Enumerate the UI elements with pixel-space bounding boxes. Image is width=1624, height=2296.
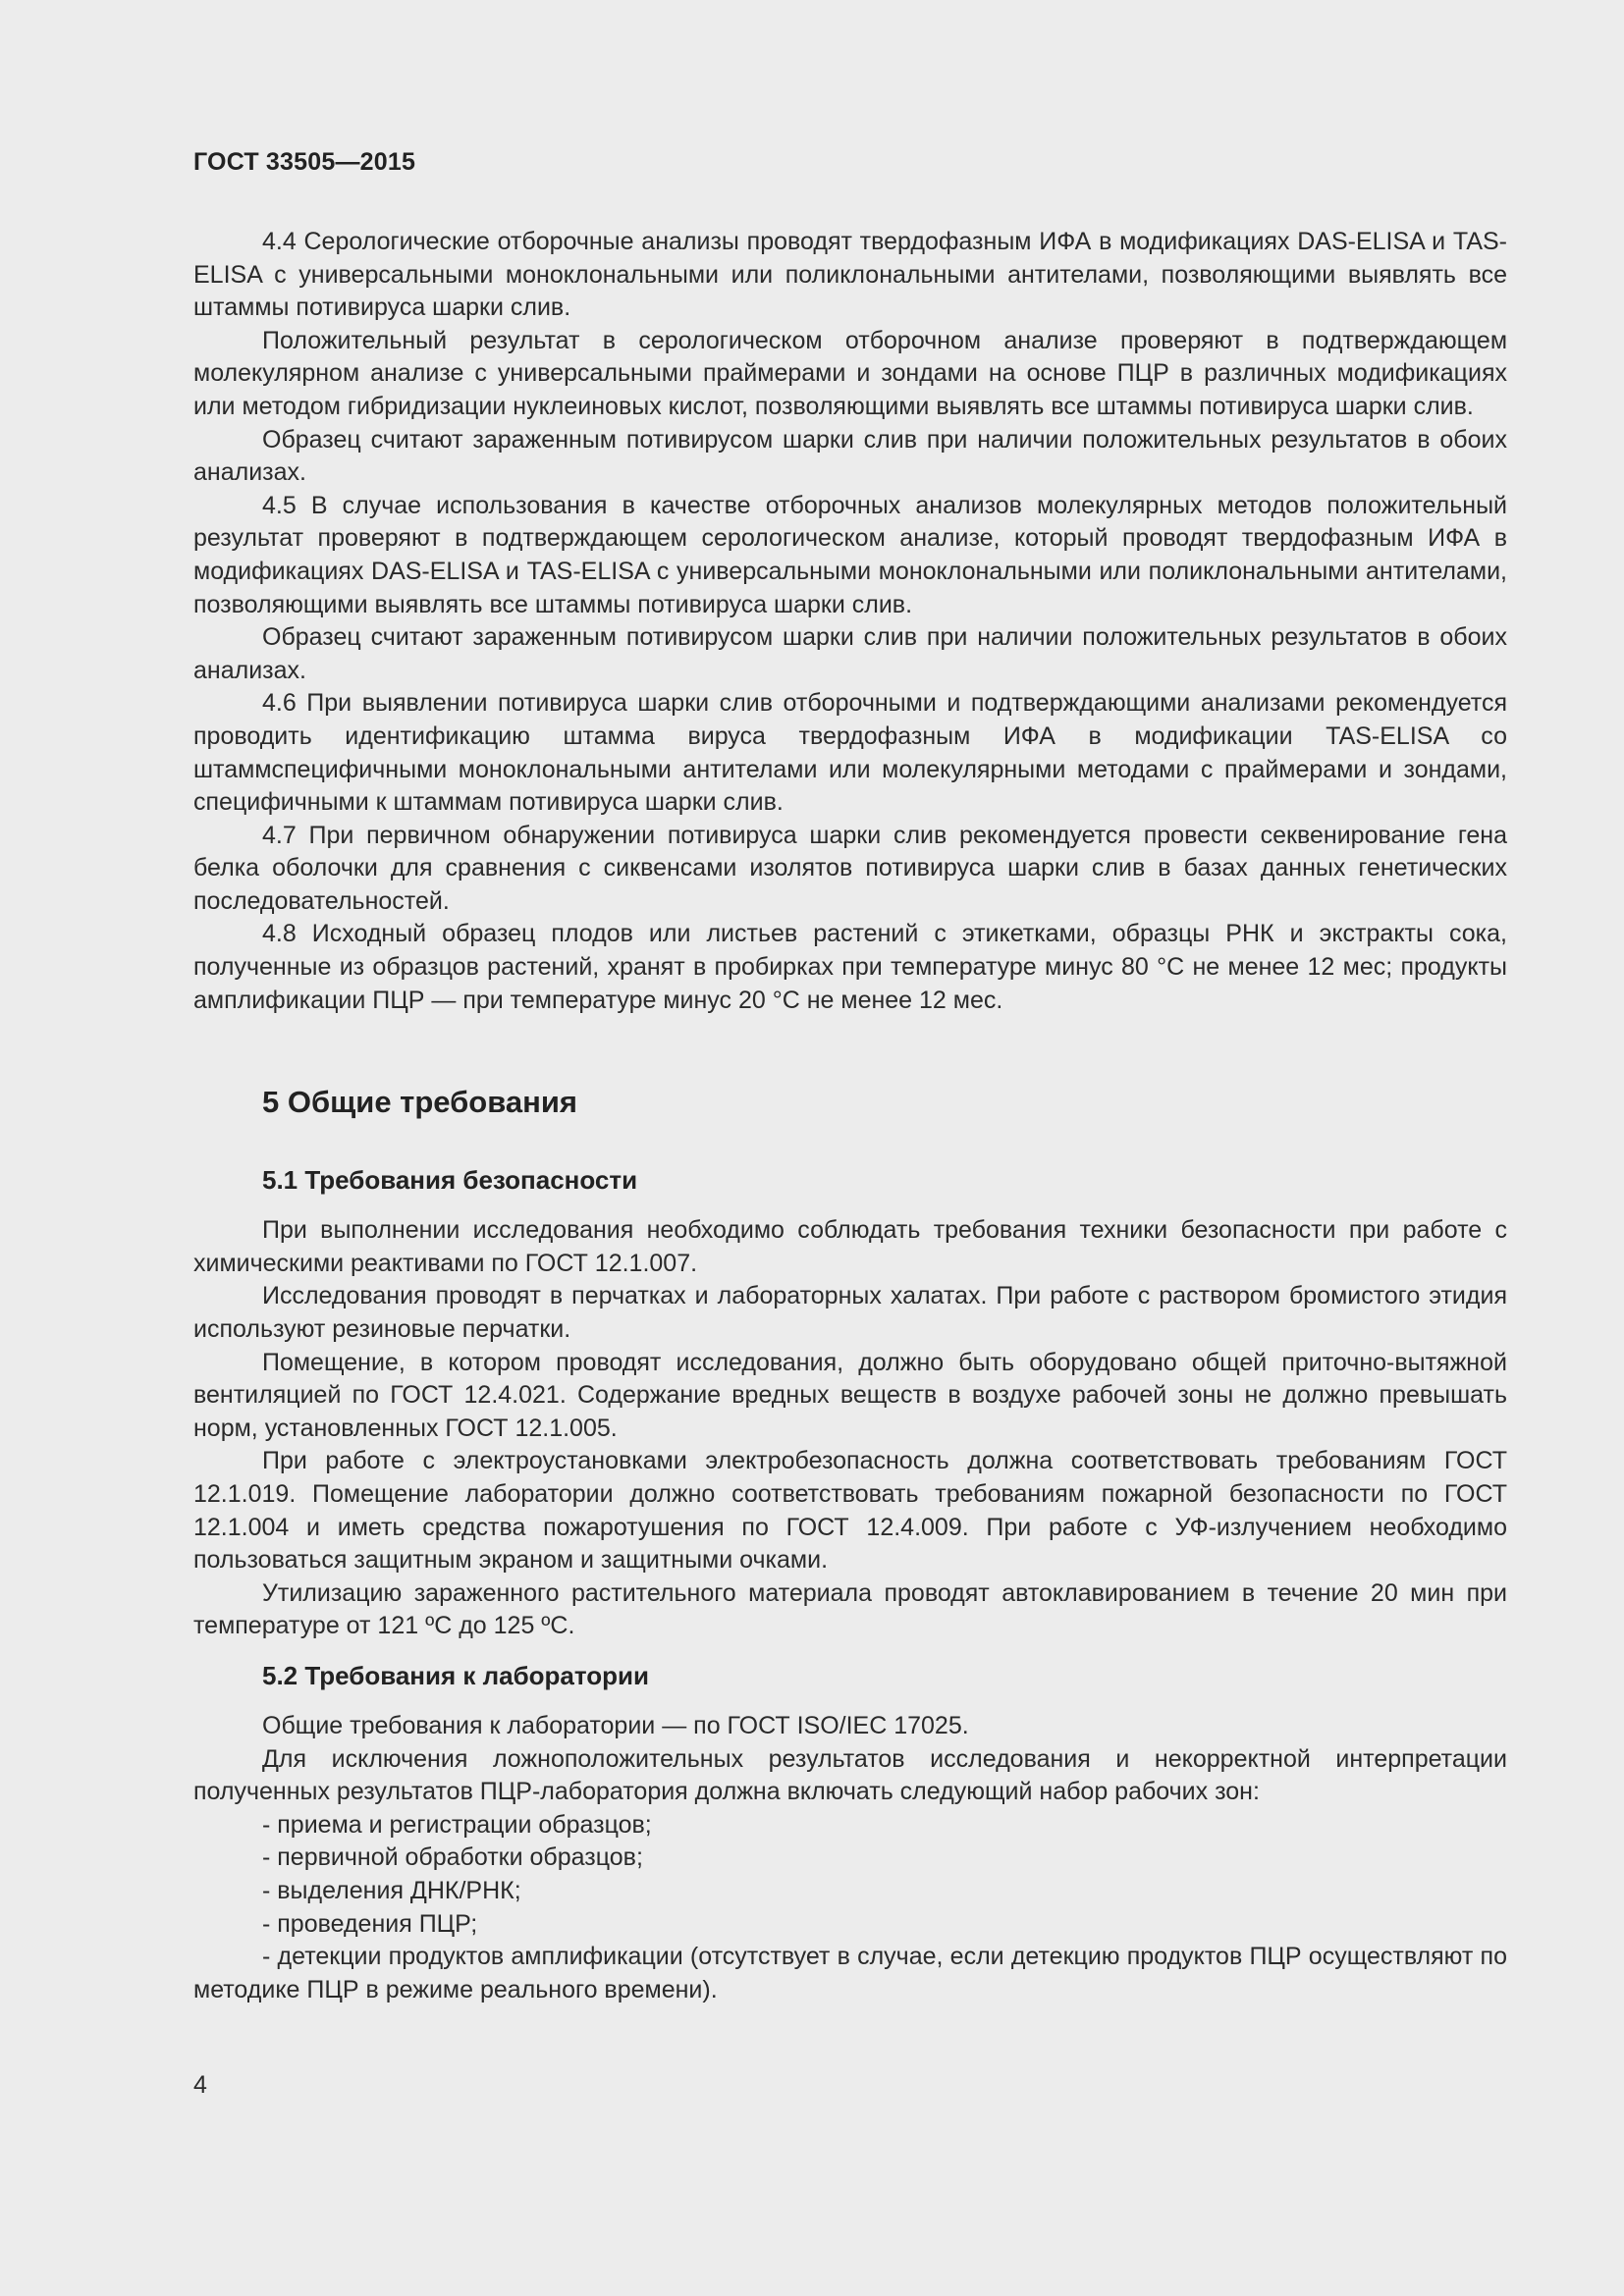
document-body [193,226,1507,2006]
paragraph-4-6: 4.6 При выявлении потивируса шарки слив отборочными и подтверждающими анализами рекомендуется проводить идентификацию штамма вируса твердофазным ИФА в модификации TAS-ELISA со штаммспецифичными моноклональными антителами или молекулярными методами с праймерами и зондами, специфичными к штаммам потивируса шарки слив. [193,689,1507,817]
paragraph-5-1-b: Исследования проводят в перчатках и лабораторных халатах. При работе с раствором бромистого этидия используют резиновые перчатки. [193,1282,1507,1344]
list-item: - приема и регистрации образцов; [262,1810,652,1839]
paragraph-5-2-b: Для исключения ложноположительных результатов исследования и некорректной интерпретации полученных результатов ПЦР-лаборатория должна включать следующий набор рабочих зон: [193,1744,1507,1806]
paragraph-5-1-a: При выполнении исследования необходимо соблюдать требования техники безопасности при работе с химическими реактивами по ГОСТ 12.1.007. [193,1216,1507,1277]
paragraph-5-1-c: Помещение, в котором проводят исследования, должно быть оборудовано общей приточно-вытяжной вентиляцией по ГОСТ 12.4.021. Содержание вредных веществ в воздухе рабочей зоны не должно превышать норм, установленных ГОСТ 12.1.005. [193,1348,1507,1442]
paragraph-4-4: 4.4 Серологические отборочные анализы проводят твердофазным ИФА в модификациях DAS-ELISA и TAS-ELISA с универсальными моноклональными или поликлональными антителами, позволяющими выявлять все штаммы потивируса шарки слив. [193,228,1507,322]
section-5-1-title: 5.1 Требования безопасности [262,1165,638,1196]
paragraph-4-7: 4.7 При первичном обнаружении потивируса шарки слив рекомендуется провести секвенирование гена белка оболочки для сравнения с сиквенсами изолятов потивируса шарки слив в базах данных генетических последовательностей. [193,821,1507,915]
list-item: - первичной обработки образцов; [262,1843,643,1872]
paragraph-4-5-result: Образец считают зараженным потивирусом шарки слив при наличии положительных результатов в обоих анализах. [193,623,1507,684]
paragraph-4-8: 4.8 Исходный образец плодов или листьев растений с этикетками, образцы РНК и экстракты сока, полученные из образцов растений, хранят в пробирках при температуре минус 80 °С не менее 12 мес; продукты амплификации ПЦР — при температуре минус 20 °С не менее 12 мес. [193,920,1507,1014]
paragraph-4-4-confirm: Положительный результат в серологическом отборочном анализе проверяют в подтверждающем молекулярном анализе с универсальными праймерами и зондами на основе ПЦР в различных модификациях или методом гибридизации нуклеиновых кислот, позволяющими выявлять все штаммы потивируса шарки слив. [193,326,1507,420]
paragraph-4-5: 4.5 В случае использования в качестве отборочных анализов молекулярных методов положительный результат проверяют в подтверждающем серологическом анализе, который проводят твердофазным ИФА в модификациях DAS-ELISA и TAS-ELISA с универсальными моноклональными или поликлональными антителами, позволяющими выявлять все штаммы потивируса шарки слив. [193,491,1507,618]
page-number: 4 [193,2071,207,2099]
list-item: - детекции продуктов амплификации (отсутствует в случае, если детекцию продуктов ПЦР осуществляют по методике ПЦР в режиме реального времени). [193,1943,1507,2003]
paragraph-5-2-a: Общие требования к лаборатории — по ГОСТ ISO/IEC 17025. [262,1711,969,1739]
paragraph-4-4-result: Образец считают зараженным потивирусом шарки слив при наличии положительных результатов в обоих анализах. [193,425,1507,487]
list-item: - проведения ПЦР; [262,1909,478,1938]
paragraph-5-1-e: Утилизацию зараженного растительного материала проводят автоклавированием в течение 20 мин при температуре от 121 ºС до 125 ºС. [193,1578,1507,1640]
document-header: ГОСТ 33505—2015 [193,148,416,176]
paragraph-5-1-d: При работе с электроустановками электробезопасность должна соответствовать требованиям ГОСТ 12.1.019. Помещение лаборатории должно соответствовать требованиям пожарной безопасности по ГОСТ 12.1.004 и иметь средства пожаротушения по ГОСТ 12.4.009. При работе с УФ-излучением необходимо пользоваться защитным экраном и защитными очками. [193,1447,1507,1575]
section-5-2-title: 5.2 Требования к лаборатории [262,1660,649,1690]
section-5-title: 5 Общие требования [262,1085,577,1120]
list-item: - выделения ДНК/РНК; [262,1876,521,1904]
